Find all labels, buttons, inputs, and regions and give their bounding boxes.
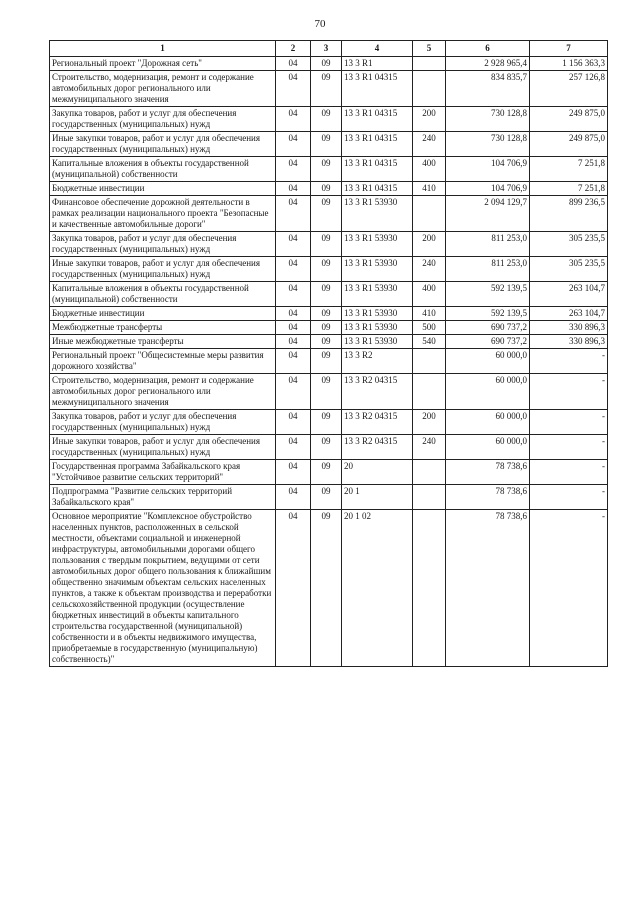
section-code: 04	[276, 510, 311, 667]
section-code: 04	[276, 107, 311, 132]
header-col-7: 7	[530, 41, 608, 57]
header-col-6: 6	[446, 41, 530, 57]
amount-col-7: 330 896,3	[530, 321, 608, 335]
amount-col-7: -	[530, 460, 608, 485]
subsection-code: 09	[311, 182, 342, 196]
section-code: 04	[276, 257, 311, 282]
amount-col-6: 78 738,6	[446, 460, 530, 485]
amount-col-7: -	[530, 435, 608, 460]
amount-col-7: 330 896,3	[530, 335, 608, 349]
header-col-1: 1	[50, 41, 276, 57]
section-code: 04	[276, 307, 311, 321]
section-code: 04	[276, 321, 311, 335]
amount-col-6: 2 094 129,7	[446, 196, 530, 232]
target-article-code: 13 3 R1 53930	[342, 232, 413, 257]
expense-type-code	[413, 510, 446, 667]
expense-type-code: 500	[413, 321, 446, 335]
target-article-code: 13 3 R2	[342, 349, 413, 374]
row-name: Межбюджетные трансферты	[50, 321, 276, 335]
subsection-code: 09	[311, 257, 342, 282]
expense-type-code: 240	[413, 435, 446, 460]
expense-type-code: 410	[413, 182, 446, 196]
target-article-code: 13 3 R1 53930	[342, 282, 413, 307]
page-number: 70	[314, 18, 326, 30]
subsection-code: 09	[311, 410, 342, 435]
subsection-code: 09	[311, 349, 342, 374]
amount-col-7: 7 251,8	[530, 157, 608, 182]
subsection-code: 09	[311, 485, 342, 510]
row-name: Региональный проект "Дорожная сеть"	[50, 57, 276, 71]
table-header-row	[50, 41, 608, 57]
row-name: Иные межбюджетные трансферты	[50, 335, 276, 349]
expense-type-code: 240	[413, 132, 446, 157]
amount-col-6: 60 000,0	[446, 374, 530, 410]
table-row	[50, 460, 608, 485]
amount-col-7: 305 235,5	[530, 257, 608, 282]
subsection-code: 09	[311, 57, 342, 71]
section-code: 04	[276, 132, 311, 157]
amount-col-7: 305 235,5	[530, 232, 608, 257]
target-article-code: 13 3 R1 53930	[342, 196, 413, 232]
table-row	[50, 71, 608, 107]
amount-col-7: -	[530, 510, 608, 667]
section-code: 04	[276, 460, 311, 485]
table-row	[50, 196, 608, 232]
target-article-code: 13 3 R2 04315	[342, 374, 413, 410]
expense-type-code: 400	[413, 282, 446, 307]
expense-type-code: 400	[413, 157, 446, 182]
row-name: Финансовое обеспечение дорожной деятельности в рамках реализации национального проекта "Безопасные и качественные автомобильные дороги"	[50, 196, 276, 232]
row-name: Строительство, модернизация, ремонт и содержание автомобильных дорог регионального или межмуниципального значения	[50, 374, 276, 410]
table-row	[50, 132, 608, 157]
amount-col-6: 811 253,0	[446, 232, 530, 257]
expense-type-code	[413, 485, 446, 510]
amount-col-6: 60 000,0	[446, 435, 530, 460]
section-code: 04	[276, 374, 311, 410]
expense-type-code: 200	[413, 107, 446, 132]
subsection-code: 09	[311, 435, 342, 460]
table-row	[50, 410, 608, 435]
row-name: Государственная программа Забайкальского края "Устойчивое развитие сельских территорий"	[50, 460, 276, 485]
target-article-code: 13 3 R2 04315	[342, 410, 413, 435]
row-name: Закупка товаров, работ и услуг для обеспечения государственных (муниципальных) нужд	[50, 232, 276, 257]
target-article-code: 13 3 R1 04315	[342, 157, 413, 182]
target-article-code: 13 3 R1 04315	[342, 71, 413, 107]
amount-col-6: 104 706,9	[446, 182, 530, 196]
subsection-code: 09	[311, 107, 342, 132]
subsection-code: 09	[311, 510, 342, 667]
amount-col-6: 2 928 965,4	[446, 57, 530, 71]
target-article-code: 13 3 R1 53930	[342, 335, 413, 349]
header-col-2: 2	[276, 41, 311, 57]
target-article-code: 20 1 02	[342, 510, 413, 667]
amount-col-7: -	[530, 410, 608, 435]
header-col-4: 4	[342, 41, 413, 57]
header-col-5: 5	[413, 41, 446, 57]
section-code: 04	[276, 71, 311, 107]
target-article-code: 13 3 R1 53930	[342, 321, 413, 335]
table-row	[50, 349, 608, 374]
subsection-code: 09	[311, 374, 342, 410]
amount-col-7: -	[530, 374, 608, 410]
table-row	[50, 374, 608, 410]
amount-col-7: 899 236,5	[530, 196, 608, 232]
table-row	[50, 435, 608, 460]
target-article-code: 13 3 R1 04315	[342, 182, 413, 196]
section-code: 04	[276, 232, 311, 257]
subsection-code: 09	[311, 460, 342, 485]
subsection-code: 09	[311, 335, 342, 349]
table-row	[50, 510, 608, 667]
amount-col-6: 730 128,8	[446, 132, 530, 157]
amount-col-6: 104 706,9	[446, 157, 530, 182]
amount-col-6: 690 737,2	[446, 321, 530, 335]
table-row	[50, 321, 608, 335]
table-row	[50, 257, 608, 282]
table-row	[50, 182, 608, 196]
subsection-code: 09	[311, 196, 342, 232]
expense-type-code	[413, 57, 446, 71]
target-article-code: 20 1	[342, 485, 413, 510]
expense-type-code: 200	[413, 232, 446, 257]
amount-col-7: 249 875,0	[530, 107, 608, 132]
expense-type-code: 240	[413, 257, 446, 282]
amount-col-6: 60 000,0	[446, 349, 530, 374]
subsection-code: 09	[311, 157, 342, 182]
expense-type-code	[413, 374, 446, 410]
amount-col-7: 7 251,8	[530, 182, 608, 196]
amount-col-6: 592 139,5	[446, 282, 530, 307]
amount-col-7: -	[530, 349, 608, 374]
table-row	[50, 485, 608, 510]
section-code: 04	[276, 485, 311, 510]
expense-type-code	[413, 349, 446, 374]
amount-col-7: 249 875,0	[530, 132, 608, 157]
table-row	[50, 107, 608, 132]
row-name: Капитальные вложения в объекты государственной (муниципальной) собственности	[50, 157, 276, 182]
expense-type-code	[413, 460, 446, 485]
section-code: 04	[276, 57, 311, 71]
table-row	[50, 57, 608, 71]
subsection-code: 09	[311, 132, 342, 157]
section-code: 04	[276, 282, 311, 307]
row-name: Строительство, модернизация, ремонт и содержание автомобильных дорог регионального или межмуниципального значения	[50, 71, 276, 107]
row-name: Закупка товаров, работ и услуг для обеспечения государственных (муниципальных) нужд	[50, 410, 276, 435]
row-name: Иные закупки товаров, работ и услуг для обеспечения государственных (муниципальных) нужд	[50, 257, 276, 282]
row-name: Основное мероприятие "Комплексное обустройство населенных пунктов, расположенных в сельской местности, объектами социальной и инженерной инфраструктуры, автомобильными дорогами общего пользования с твердым покрытием, ведущими от сети автомобильных дорог общего пользования к ближайшим общественно значимым объектам сельских населенных пунктов, а также к объектам производства и переработки сельскохозяйственной продукции (осуществление бюджетных инвестиций в объекты капитального строительства государственной (муниципальной) собственности и в объекты недвижимого имущества, приобретаемые в государственную (муниципальную) собственность)"	[50, 510, 276, 667]
target-article-code: 13 3 R1	[342, 57, 413, 71]
amount-col-6: 730 128,8	[446, 107, 530, 132]
section-code: 04	[276, 435, 311, 460]
subsection-code: 09	[311, 282, 342, 307]
row-name: Закупка товаров, работ и услуг для обеспечения государственных (муниципальных) нужд	[50, 107, 276, 132]
table-row	[50, 282, 608, 307]
target-article-code: 13 3 R1 04315	[342, 132, 413, 157]
table-row	[50, 335, 608, 349]
amount-col-6: 60 000,0	[446, 410, 530, 435]
amount-col-7: -	[530, 485, 608, 510]
row-name: Региональный проект "Общесистемные меры развития дорожного хозяйства"	[50, 349, 276, 374]
subsection-code: 09	[311, 232, 342, 257]
amount-col-7: 263 104,7	[530, 282, 608, 307]
target-article-code: 13 3 R2 04315	[342, 435, 413, 460]
target-article-code: 13 3 R1 53930	[342, 307, 413, 321]
expense-type-code: 410	[413, 307, 446, 321]
row-name: Подпрограмма "Развитие сельских территорий Забайкальского края"	[50, 485, 276, 510]
target-article-code: 13 3 R1 04315	[342, 107, 413, 132]
amount-col-6: 690 737,2	[446, 335, 530, 349]
table-row	[50, 157, 608, 182]
row-name: Бюджетные инвестиции	[50, 182, 276, 196]
budget-table	[49, 40, 608, 667]
amount-col-6: 592 139,5	[446, 307, 530, 321]
header-col-3: 3	[311, 41, 342, 57]
section-code: 04	[276, 335, 311, 349]
section-code: 04	[276, 182, 311, 196]
expense-type-code: 540	[413, 335, 446, 349]
amount-col-7: 263 104,7	[530, 307, 608, 321]
amount-col-6: 78 738,6	[446, 510, 530, 667]
amount-col-6: 811 253,0	[446, 257, 530, 282]
section-code: 04	[276, 196, 311, 232]
target-article-code: 20	[342, 460, 413, 485]
amount-col-7: 257 126,8	[530, 71, 608, 107]
row-name: Иные закупки товаров, работ и услуг для обеспечения государственных (муниципальных) нужд	[50, 132, 276, 157]
table-row	[50, 307, 608, 321]
subsection-code: 09	[311, 71, 342, 107]
table-body	[50, 57, 608, 667]
section-code: 04	[276, 157, 311, 182]
subsection-code: 09	[311, 307, 342, 321]
row-name: Бюджетные инвестиции	[50, 307, 276, 321]
amount-col-6: 78 738,6	[446, 485, 530, 510]
row-name: Капитальные вложения в объекты государственной (муниципальной) собственности	[50, 282, 276, 307]
amount-col-6: 834 835,7	[446, 71, 530, 107]
table-row	[50, 232, 608, 257]
row-name: Иные закупки товаров, работ и услуг для обеспечения государственных (муниципальных) нужд	[50, 435, 276, 460]
target-article-code: 13 3 R1 53930	[342, 257, 413, 282]
section-code: 04	[276, 349, 311, 374]
section-code: 04	[276, 410, 311, 435]
subsection-code: 09	[311, 321, 342, 335]
amount-col-7: 1 156 363,3	[530, 57, 608, 71]
expense-type-code	[413, 71, 446, 107]
expense-type-code	[413, 196, 446, 232]
expense-type-code: 200	[413, 410, 446, 435]
